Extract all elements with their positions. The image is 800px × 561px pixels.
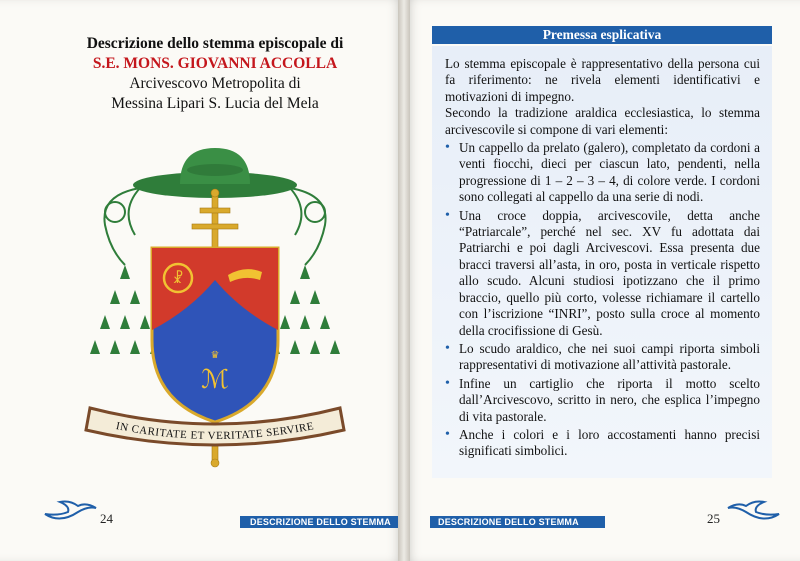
list-item <box>445 208 760 339</box>
bullet-icon: • <box>445 207 450 223</box>
text-panel <box>432 46 772 478</box>
svg-text:☧: ☧ <box>172 272 184 287</box>
list-item-text: Lo scudo araldico, che nei suoi campi riporta simboli rappresentativi di motivazione all’attività pastorale. <box>459 340 760 373</box>
heading-archbishop-name: S.E. MONS. GIOVANNI ACCOLLA <box>92 55 338 72</box>
motto-text: IN CARITATE ET VERITATE SERVIRE <box>114 420 316 443</box>
list-item <box>445 376 760 425</box>
list-item-text: Anche i colori e i loro accostamenti hanno precisi significati simbolici. <box>459 426 760 459</box>
svg-text:ℳ: ℳ <box>201 365 229 394</box>
list-item <box>445 341 760 374</box>
list-item <box>445 140 760 206</box>
page-number-right: 25 <box>707 511 720 526</box>
list-item-text: Un cappello da prelato (galero), completato da cordoni a venti fiocchi, dieci per ciascun lato, pendenti, nella progressione di 1 – 2 – 3 – 4, di colore verde. I cordoni sono collegati al cappello da una serie di nodi. <box>459 140 760 205</box>
coat-of-arms <box>80 140 350 485</box>
footer-label-left: DESCRIZIONE DELLO STEMMA <box>240 516 404 528</box>
tassels-right <box>270 265 340 354</box>
page-number-left: 24 <box>100 511 113 526</box>
dove-icon <box>724 496 784 526</box>
crest-heading <box>40 34 390 114</box>
bullet-icon: • <box>445 375 450 391</box>
elements-list <box>445 140 760 460</box>
heading-line-4: Messina Lipari S. Lucia del Mela <box>111 95 319 112</box>
section-title: Premessa esplicativa <box>432 26 772 44</box>
list-item-text: Una croce doppia, arcivescovile, detta anche “Patriarcale”, perché nel sec. XV fu adottata dai Patriarchi e poi dagli Arcivescovi. Essa presenta due bracci traversi all’asta, in oro, posta in verticale rispetto allo scudo. Alcuni studiosi ipotizzano che il primo braccio, quello più corto, volesse richiamare il cartello con l’iscrizione “INRI”, posto sulla croce al momento della crocifissione di Gesù. <box>459 207 760 338</box>
dove-icon <box>40 496 100 526</box>
svg-text:♛: ♛ <box>210 350 220 361</box>
intro-paragraph-1: Lo stemma episcopale è rappresentativo della persona cui fa riferimento: ne rivela elementi identificativi e motivazioni di impegno. <box>445 56 760 104</box>
intro-paragraph-2: Secondo la tradizione araldica ecclesiastica, lo stemma arcivescovile si compone di vari elementi: <box>445 105 760 137</box>
tassels-left <box>90 265 160 354</box>
bullet-icon: • <box>445 426 450 442</box>
book-spine <box>398 0 410 561</box>
heading-line-1: Descrizione dello stemma episcopale di <box>86 35 344 52</box>
heraldic-shield <box>152 248 278 422</box>
bullet-icon: • <box>445 140 450 156</box>
bullet-icon: • <box>445 340 450 356</box>
heading-line-3: Arcivescovo Metropolita di <box>129 75 301 92</box>
list-item-text: Infine un cartiglio che riporta il motto scelto dall’Arcivescovo, scritto in nero, che esplica l’impegno di vita pastorale. <box>459 375 760 424</box>
list-item <box>445 427 760 460</box>
footer-label-right: DESCRIZIONE DELLO STEMMA <box>430 516 605 528</box>
